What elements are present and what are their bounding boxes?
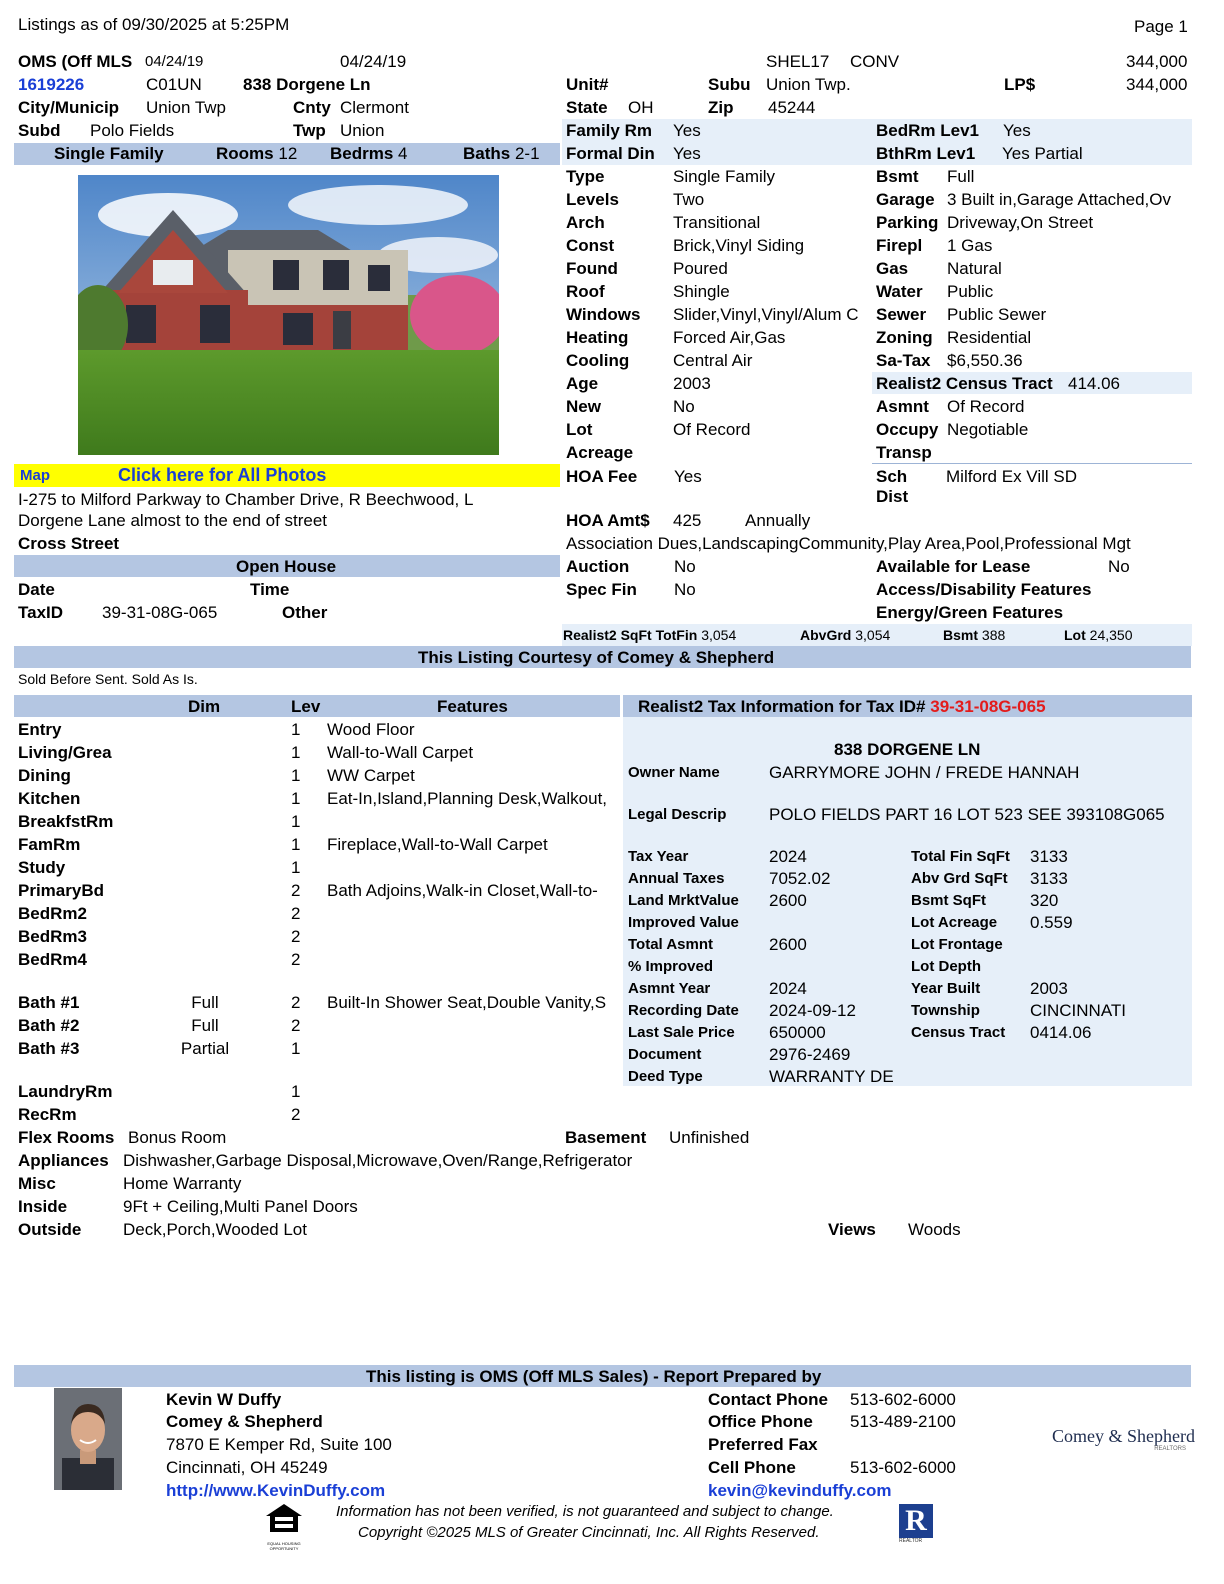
tax-field-value: CINCINNATI — [1030, 1001, 1127, 1020]
agent-name: Kevin W Duffy — [166, 1390, 282, 1409]
legal-value: POLO FIELDS PART 16 LOT 523 SEE 393108G065 — [769, 805, 1165, 824]
detail-value: Poured — [673, 259, 728, 278]
equal-housing-text: EQUAL HOUSING OPPORTUNITY — [267, 1541, 301, 1551]
detail-label: BedRm Lev1 — [876, 121, 979, 140]
lp-value: 344,000 — [1126, 75, 1188, 94]
tax-field-value: 2024 — [769, 979, 807, 998]
listings-date: Listings as of 09/30/2025 at 5:25PM — [18, 15, 290, 34]
detail-label: Zoning — [876, 328, 933, 347]
school-label: Sch — [876, 467, 908, 486]
hoa-fee-label: HOA Fee — [566, 467, 638, 486]
state-label: State — [566, 98, 608, 117]
detail-label: Const — [566, 236, 615, 255]
specfin-label: Spec Fin — [566, 580, 637, 599]
subd-label: Subd — [18, 121, 61, 140]
open-house-date-label: Date — [18, 580, 55, 599]
detail-label: BthRm Lev1 — [876, 144, 976, 163]
tax-field-label: Asmnt Year — [628, 980, 711, 997]
rooms-features-header: Features — [437, 697, 508, 716]
agent-address2: Cincinnati, OH 45249 — [166, 1458, 328, 1477]
room-level: 1 — [291, 743, 301, 762]
detail-value: Single Family — [673, 167, 776, 186]
detail-value: Yes — [673, 121, 701, 140]
tax-field-value: WARRANTY DE — [769, 1067, 894, 1086]
detail-value: Public — [947, 282, 994, 301]
detail-label: Transp — [876, 443, 932, 462]
detail-label: Acreage — [566, 443, 634, 462]
detail-value: Brick,Vinyl Siding — [673, 236, 805, 255]
room-name: Kitchen — [18, 789, 81, 808]
room-level: 1 — [291, 858, 301, 877]
room-level: 2 — [291, 950, 301, 969]
tax-field-value: 2024 — [769, 847, 807, 866]
map-link[interactable]: Map — [20, 467, 50, 484]
property-type: Single Family — [54, 144, 164, 163]
sqft-lot-label: Lot — [1064, 627, 1086, 643]
directions-line1: I-275 to Milford Parkway to Chamber Drive, R Beechwood, L — [18, 490, 474, 509]
status-date: 04/24/19 — [340, 52, 407, 71]
bedrms-label: Bedrms — [330, 144, 394, 163]
hoa-amount-label: HOA Amt$ — [566, 511, 650, 530]
sqft-bsmt: 388 — [981, 627, 1006, 643]
tax-field-value: 2600 — [769, 935, 807, 954]
basement-value: Unfinished — [669, 1128, 750, 1147]
detail-label: Realist2 Census Tract — [876, 374, 1053, 393]
room-level: 2 — [291, 1105, 301, 1124]
room-name: BedRm4 — [18, 950, 87, 969]
specfin-value: No — [674, 580, 696, 599]
tax-field-label: Document — [628, 1046, 702, 1063]
detail-label: Water — [876, 282, 923, 301]
baths-count: 2-1 — [514, 144, 540, 163]
all-photos-link[interactable]: Click here for All Photos — [118, 465, 327, 485]
mls-number-link[interactable]: 1619226 — [18, 75, 85, 94]
detail-label: Arch — [566, 213, 605, 232]
twp-label: Twp — [293, 121, 326, 140]
room-level: 1 — [291, 1082, 301, 1101]
room-level: 1 — [291, 789, 301, 808]
district-label: Dist — [876, 487, 909, 506]
flex-rooms-value: Bonus Room — [128, 1128, 227, 1147]
room-name: Bath #1 — [18, 993, 80, 1012]
tax-field-label: Improved Value — [628, 914, 739, 931]
agent-company: Comey & Shepherd — [166, 1412, 323, 1431]
tax-field-label: Lot Depth — [911, 958, 981, 975]
detail-value: Driveway,On Street — [947, 213, 1094, 232]
school-value: Milford Ex Vill SD — [946, 467, 1077, 486]
page-number: Page 1 — [1134, 17, 1188, 36]
tax-field-label: Township — [911, 1002, 980, 1019]
agent-code: SHEL17 — [766, 52, 830, 71]
other-label: Other — [282, 603, 328, 622]
room-dim: Partial — [180, 1039, 230, 1058]
tax-field-value: 320 — [1030, 891, 1059, 910]
rooms-dim-header: Dim — [188, 697, 221, 716]
inside-label: Inside — [18, 1197, 68, 1216]
room-name: PrimaryBd — [18, 881, 104, 900]
fax-label: Preferred Fax — [708, 1435, 818, 1454]
tax-field-label: Total Asmnt — [628, 936, 713, 953]
detail-label: Firepl — [876, 236, 923, 255]
room-features: Wood Floor — [327, 720, 415, 739]
detail-value: Shingle — [673, 282, 730, 301]
footer-banner: This listing is OMS (Off MLS Sales) - Report Prepared by — [366, 1367, 822, 1386]
views-label: Views — [828, 1220, 876, 1239]
tax-field-label: Annual Taxes — [628, 870, 725, 887]
room-name: Entry — [18, 720, 62, 739]
remarks: Sold Before Sent. Sold As Is. — [18, 671, 198, 687]
price-original: 344,000 — [1126, 52, 1188, 71]
hoa-amount-frequency: Annually — [745, 511, 811, 530]
detail-value: Transitional — [673, 213, 761, 232]
taxid-label: TaxID — [18, 603, 64, 622]
agent-website-link[interactable]: http://www.KevinDuffy.com — [166, 1481, 386, 1500]
company-logo — [1052, 1426, 1195, 1454]
room-features: Eat-In,Island,Planning Desk,Walkout, — [327, 789, 608, 808]
open-house-time-label: Time — [250, 580, 290, 599]
room-name: BedRm3 — [18, 927, 87, 946]
detail-label: Roof — [566, 282, 605, 301]
room-name: Bath #3 — [18, 1039, 80, 1058]
property-photo[interactable] — [78, 175, 499, 455]
city-value: Union Twp — [146, 98, 227, 117]
contact-phone-label: Contact Phone — [708, 1390, 828, 1409]
sqft-totfin-label: Realist2 SqFt TotFin — [563, 627, 698, 643]
zip-value: 45244 — [768, 98, 816, 117]
detail-value: Yes — [673, 144, 701, 163]
room-name: Bath #2 — [18, 1016, 80, 1035]
detail-value: No — [673, 397, 695, 416]
room-name: Dining — [18, 766, 71, 785]
tax-field-label: Land MrktValue — [628, 892, 739, 909]
detail-label: Age — [566, 374, 599, 393]
room-level: 2 — [291, 904, 301, 923]
detail-label: Cooling — [566, 351, 630, 370]
tax-field-value: 2003 — [1030, 979, 1068, 998]
room-name: Living/Grea — [18, 743, 112, 762]
lp-label: LP$ — [1004, 75, 1036, 94]
tax-field-value: 650000 — [769, 1023, 826, 1042]
agent-address1: 7870 E Kemper Rd, Suite 100 — [166, 1435, 392, 1454]
bedrms-count: 4 — [398, 144, 408, 163]
tax-field-value: 2024-09-12 — [769, 1001, 856, 1020]
tax-field-value: 0414.06 — [1030, 1023, 1092, 1042]
tax-field-value: 2976-2469 — [769, 1045, 851, 1064]
county-value: Clermont — [340, 98, 409, 117]
tax-field-label: Census Tract — [911, 1024, 1006, 1041]
misc-label: Misc — [18, 1174, 56, 1193]
subd-value: Polo Fields — [90, 121, 175, 140]
subu-value: Union Twp. — [766, 75, 851, 94]
detail-value: 1 Gas — [947, 236, 993, 255]
detail-label: Occupy — [876, 420, 939, 439]
owner-value: GARRYMORE JOHN / FREDE HANNAH — [769, 763, 1080, 782]
room-level: 2 — [291, 927, 301, 946]
tax-field-label: Tax Year — [628, 848, 689, 865]
detail-value: Full — [947, 167, 975, 186]
tax-field-value: 0.559 — [1030, 913, 1073, 932]
detail-value: 2003 — [673, 374, 711, 393]
cross-street-label: Cross Street — [18, 534, 120, 553]
agent-photo — [54, 1388, 122, 1490]
baths-label: Baths — [463, 144, 511, 163]
open-house-title: Open House — [236, 557, 337, 576]
tax-field-label: Year Built — [911, 980, 981, 997]
detail-value: Residential — [947, 328, 1032, 347]
tax-field-label: Deed Type — [628, 1068, 703, 1085]
tax-address: 838 DORGENE LN — [834, 740, 981, 759]
cell-phone-label: Cell Phone — [708, 1458, 796, 1477]
status-code: C01UN — [146, 75, 202, 94]
room-level: 2 — [291, 993, 301, 1012]
detail-label: Lot — [566, 420, 593, 439]
detail-label: Type — [566, 167, 605, 186]
detail-value: Public Sewer — [947, 305, 1047, 324]
appliances-value: Dishwasher,Garbage Disposal,Microwave,Oven/Range,Refrigerator — [123, 1151, 633, 1170]
legal-label: Legal Descrip — [628, 806, 727, 823]
listing-courtesy: This Listing Courtesy of Comey & Shepherd — [418, 648, 775, 667]
room-features: Wall-to-Wall Carpet — [327, 743, 474, 762]
detail-label: Gas — [876, 259, 909, 278]
detail-label: Heating — [566, 328, 629, 347]
detail-label: Family Rm — [566, 121, 652, 140]
rooms-count: 12 — [278, 144, 298, 163]
room-level: 1 — [291, 766, 301, 785]
detail-value: Yes — [1003, 121, 1031, 140]
tax-field-label: Lot Acreage — [911, 914, 998, 931]
outside-label: Outside — [18, 1220, 82, 1239]
room-level: 1 — [291, 1039, 301, 1058]
detail-value: 3 Built in,Garage Attached,Ov — [947, 190, 1171, 209]
detail-value: Of Record — [673, 420, 751, 439]
rooms-label: Rooms — [216, 144, 274, 163]
realtor-icon: R REALTOR — [899, 1504, 939, 1546]
auction-value: No — [674, 557, 696, 576]
room-features: Built-In Shower Seat,Double Vanity,S — [327, 993, 607, 1012]
owner-label: Owner Name — [628, 764, 720, 781]
street-address: 838 Dorgene Ln — [243, 75, 371, 94]
room-features: WW Carpet — [327, 766, 415, 785]
detail-value: Slider,Vinyl,Vinyl/Alum C — [673, 305, 859, 324]
sqft-abv: 3,054 — [855, 627, 891, 643]
room-name: BedRm2 — [18, 904, 87, 923]
detail-label: Formal Din — [566, 144, 655, 163]
appliances-label: Appliances — [18, 1151, 109, 1170]
tax-field-label: Lot Frontage — [911, 936, 1003, 953]
room-level: 1 — [291, 835, 301, 854]
city-label: City/Municip — [18, 98, 120, 117]
tax-field-label: Last Sale Price — [628, 1024, 735, 1041]
tax-field-value: 3133 — [1030, 847, 1068, 866]
tax-field-value: 2600 — [769, 891, 807, 910]
disclaimer-line2: Copyright ©2025 MLS of Greater Cincinnati, Inc. All Rights Reserved. — [358, 1524, 820, 1541]
hoa-amount-value: 425 — [673, 511, 702, 530]
auction-label: Auction — [566, 557, 630, 576]
detail-value: Forced Air,Gas — [673, 328, 786, 347]
detail-label: Asmnt — [876, 397, 929, 416]
detail-value: Negotiable — [947, 420, 1029, 439]
sqft-totfin: 3,054 — [701, 627, 737, 643]
detail-label: Levels — [566, 190, 619, 209]
sqft-lot: 24,350 — [1089, 627, 1133, 643]
detail-label: New — [566, 397, 601, 416]
room-level: 1 — [291, 720, 301, 739]
taxid-value: 39-31-08G-065 — [102, 603, 218, 622]
company-logo-sub: REALTORS — [1154, 1446, 1186, 1452]
detail-label: Bsmt — [876, 167, 919, 186]
association-line: Association Dues,LandscapingCommunity,Play Area,Pool,Professional Mgt — [566, 534, 1131, 553]
detail-label: Sa-Tax — [876, 351, 931, 370]
contact-phone: 513-602-6000 — [850, 1390, 956, 1409]
basement-label: Basement — [565, 1128, 647, 1147]
outside-value: Deck,Porch,Wooded Lot — [123, 1220, 307, 1239]
energy-label: Energy/Green Features — [876, 603, 1064, 622]
detail-label: Found — [566, 259, 618, 278]
oms-label: OMS (Off MLS — [18, 52, 133, 71]
room-level: 2 — [291, 881, 301, 900]
flex-rooms-label: Flex Rooms — [18, 1128, 115, 1147]
office-phone-label: Office Phone — [708, 1412, 813, 1431]
list-date: 04/24/19 — [145, 53, 204, 70]
detail-label: Parking — [876, 213, 939, 232]
detail-label: Windows — [566, 305, 641, 324]
room-level: 2 — [291, 1016, 301, 1035]
detail-label: Sewer — [876, 305, 927, 324]
realtor-text: REALTOR — [899, 1538, 923, 1544]
directions-line2: Dorgene Lane almost to the end of street — [18, 511, 328, 530]
tax-field-label: Recording Date — [628, 1002, 739, 1019]
tax-field-value: 3133 — [1030, 869, 1068, 888]
access-label: Access/Disability Features — [876, 580, 1092, 599]
detail-value: Natural — [947, 259, 1002, 278]
tax-title: Realist2 Tax Information for Tax ID# — [638, 697, 926, 716]
room-level: 1 — [291, 812, 301, 831]
room-features: Fireplace,Wall-to-Wall Carpet — [327, 835, 548, 854]
detail-value: Yes Partial — [1002, 144, 1083, 163]
rooms-lev-header: Lev — [291, 697, 321, 716]
company-logo-text: Comey & Shepherd — [1052, 1426, 1195, 1446]
inside-value: 9Ft + Ceiling,Multi Panel Doors — [123, 1197, 358, 1216]
tax-id: 39-31-08G-065 — [930, 697, 1046, 716]
room-name: Study — [18, 858, 66, 877]
office-phone: 513-489-2100 — [850, 1412, 956, 1431]
detail-value: Of Record — [947, 397, 1025, 416]
detail-label: Garage — [876, 190, 935, 209]
hoa-fee-value: Yes — [674, 467, 702, 486]
zip-label: Zip — [708, 98, 734, 117]
detail-value: Two — [673, 190, 705, 209]
detail-value: Central Air — [673, 351, 753, 370]
cell-phone: 513-602-6000 — [850, 1458, 956, 1477]
detail-value: $6,550.36 — [947, 351, 1023, 370]
room-features: Bath Adjoins,Walk-in Closet,Wall-to- — [327, 881, 598, 900]
views-value: Woods — [908, 1220, 961, 1239]
county-label: Cnty — [293, 98, 331, 117]
unit-label: Unit# — [566, 75, 609, 94]
lease-value: No — [1108, 557, 1130, 576]
room-name: RecRm — [18, 1105, 77, 1124]
sqft-bsmt-label: Bsmt — [943, 627, 979, 643]
detail-value: 414.06 — [1068, 374, 1120, 393]
disclaimer-line1: Information has not been verified, is not guaranteed and subject to change. — [336, 1503, 834, 1520]
subu-label: Subu — [708, 75, 751, 94]
tax-field-label: Bsmt SqFt — [911, 892, 986, 909]
room-dim: Full — [191, 1016, 219, 1035]
twp-value: Union — [340, 121, 385, 140]
lease-label: Available for Lease — [876, 557, 1031, 576]
room-name: FamRm — [18, 835, 81, 854]
financing: CONV — [850, 52, 900, 71]
state-value: OH — [628, 98, 654, 117]
equal-housing-icon — [262, 1502, 306, 1551]
tax-field-label: % Improved — [628, 958, 714, 975]
tax-field-label: Abv Grd SqFt — [911, 870, 1008, 887]
agent-email-link[interactable]: kevin@kevinduffy.com — [708, 1481, 892, 1500]
tax-field-label: Total Fin SqFt — [911, 848, 1010, 865]
room-name: LaundryRm — [18, 1082, 113, 1101]
misc-value: Home Warranty — [123, 1174, 242, 1193]
room-dim: Full — [191, 993, 219, 1012]
tax-field-value: 7052.02 — [769, 869, 831, 888]
room-name: BreakfstRm — [18, 812, 114, 831]
sqft-abv-label: AbvGrd — [800, 627, 852, 643]
